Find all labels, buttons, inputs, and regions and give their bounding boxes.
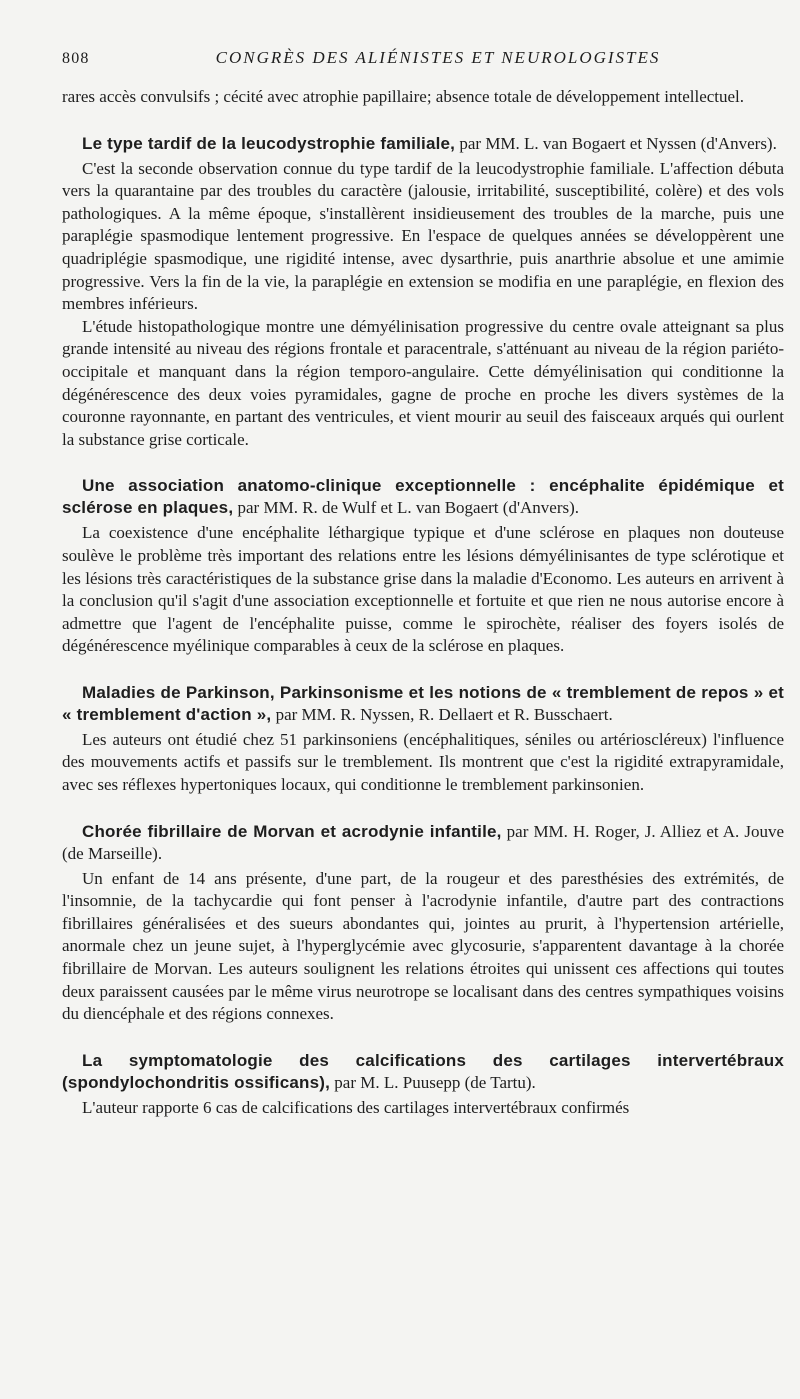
abstract-title: Maladies de Parkinson, Parkinsonisme et les notions de « tremblement de repos » et « tremblement d'action »,: [62, 682, 784, 724]
running-header: [62, 48, 784, 86]
abstract-paragraph: Un enfant de 14 ans présente, d'une part, de la rougeur et des paresthésies des extrémités, de l'insomnie, de la tachycardie qui font penser à l'acrodynie infantile, d'autre part des contractions fibrillaires généralisées et des sueurs abondantes qui, jointes au prurit, à l'hypertension artérielle, anormale chez un jeune sujet, à l'hyperglycémie avec glycosurie, s'apparentent davantage à la chorée fibrillaire de Morvan. Les auteurs soulignent les relations étroites qui unissent ces affections qui toutes deux paraissent causées par le même virus neurotrope se localisant dans des centres sympathiques voisins du diencéphale et des régions connexes.: [62, 868, 784, 1024]
abstract-paragraph: L'auteur rapporte 6 cas de calcifications des cartilages intervertébraux confirmés: [82, 1097, 630, 1117]
abstract-paragraph: Les auteurs ont étudié chez 51 parkinsoniens (encéphalitiques, séniles ou artérioscléreux) l'influence des mouvements actifs et passifs sur le tremblement. Ils montrent que c'est la rigidité extrapyramidale, avec ses réflexes hypertoniques locaux, qui conditionne le tremblement parkinsonien.: [62, 729, 784, 795]
abstract-leucodystrophie: [62, 133, 784, 452]
abstract-authors: par MM. H. Roger, J. Alliez et A. Jouve (de Marseille).: [62, 821, 784, 863]
abstract-heading: [62, 475, 784, 519]
abstract-title: La symptomatologie des calcifications des cartilages intervertébraux (spondylochondritis ossificans),: [62, 1050, 784, 1092]
abstract-choree-morvan: [62, 821, 784, 1026]
abstract-paragraph: La coexistence d'une encéphalite léthargique typique et d'une sclérose en plaques non douteuse soulève le problème très important des relations entre les lésions démyélinisantes de type sclérotique et les lésions très caractéristiques de la substance grise dans la maladie d'Economo. Les auteurs en arrivent à la conclusion qu'il s'agit d'une association exceptionnelle et fortuite et que rien ne nous autorise encore à admettre que l'agent de l'encéphalite puisse, comme le spirochète, réaliser des foyers isolés de dégénérescence myélinique comparables à ceux de la sclérose en plaques.: [62, 523, 784, 656]
abstract-heading: [62, 682, 784, 726]
abstract-title: Une association anatomo-clinique exceptionnelle : encéphalite épidémique et sclérose en plaques,: [62, 476, 784, 518]
abstract-encephalite-sclerose: [62, 475, 784, 658]
abstract-heading: [62, 821, 784, 865]
abstract-title: Le type tardif de la leucodystrophie familiale,: [82, 133, 456, 153]
abstract-parkinson: [62, 682, 784, 797]
abstract-authors: par MM. L. van Bogaert et Nyssen (d'Anvers).: [459, 133, 777, 153]
abstract-authors: par MM. R. Nyssen, R. Dellaert et R. Busschaert.: [275, 704, 613, 724]
abstract-heading: [62, 133, 784, 155]
running-title: CONGRÈS DES ALIÉNISTES ET NEUROLOGISTES: [215, 48, 661, 67]
abstract-authors: par M. L. Puusepp (de Tartu).: [334, 1072, 536, 1092]
abstract-paragraph: C'est la seconde observation connue du type tardif de la leucodystrophie familiale. L'affection débuta vers la quarantaine par des troubles du caractère (jalousie, irritabilité, susceptibilité, colère) et des vols pathologiques. A la même époque, s'installèrent insidieusement des troubles de la marche, puis une paraplégie spasmodique lentement progressive. En l'espace de quelques années se développèrent une quadriplégie spasmodique, une rigidité intense, avec dysarthrie, puis anarthrie absolue et une amimie progressive. Vers la fin de la vie, la paraplégie en extension se modifia en une paraplégie, en flexion des membres inférieurs.: [62, 158, 784, 314]
abstract-title: Chorée fibrillaire de Morvan et acrodynie infantile,: [82, 821, 502, 841]
intro-paragraph: rares accès convulsifs ; cécité avec atrophie papillaire; absence totale de développement intellectuel.: [62, 87, 745, 106]
abstract-spondylochondritis: [62, 1050, 784, 1120]
abstract-heading: [62, 1050, 784, 1094]
abstract-authors: par MM. R. de Wulf et L. van Bogaert (d'Anvers).: [237, 498, 580, 518]
page-number: 808: [62, 50, 90, 67]
abstract-paragraph: L'étude histopathologique montre une démyélinisation progressive du centre ovale atteignant sa plus grande intensité au niveau des régions frontale et paracentrale, s'atténuant au niveau de la région pariéto-occipitale et manquant dans la région temporo-angulaire. Cette démyélinisation qui conditionne la dégénérescence des deux voies pyramidales, gagne de proche en proche les divers systèmes de la couronne rayonnante, en partant des ventricules, et vient mourir au seuil des faisceaux arqués qui ourlent la substance grise corticale.: [62, 316, 784, 449]
